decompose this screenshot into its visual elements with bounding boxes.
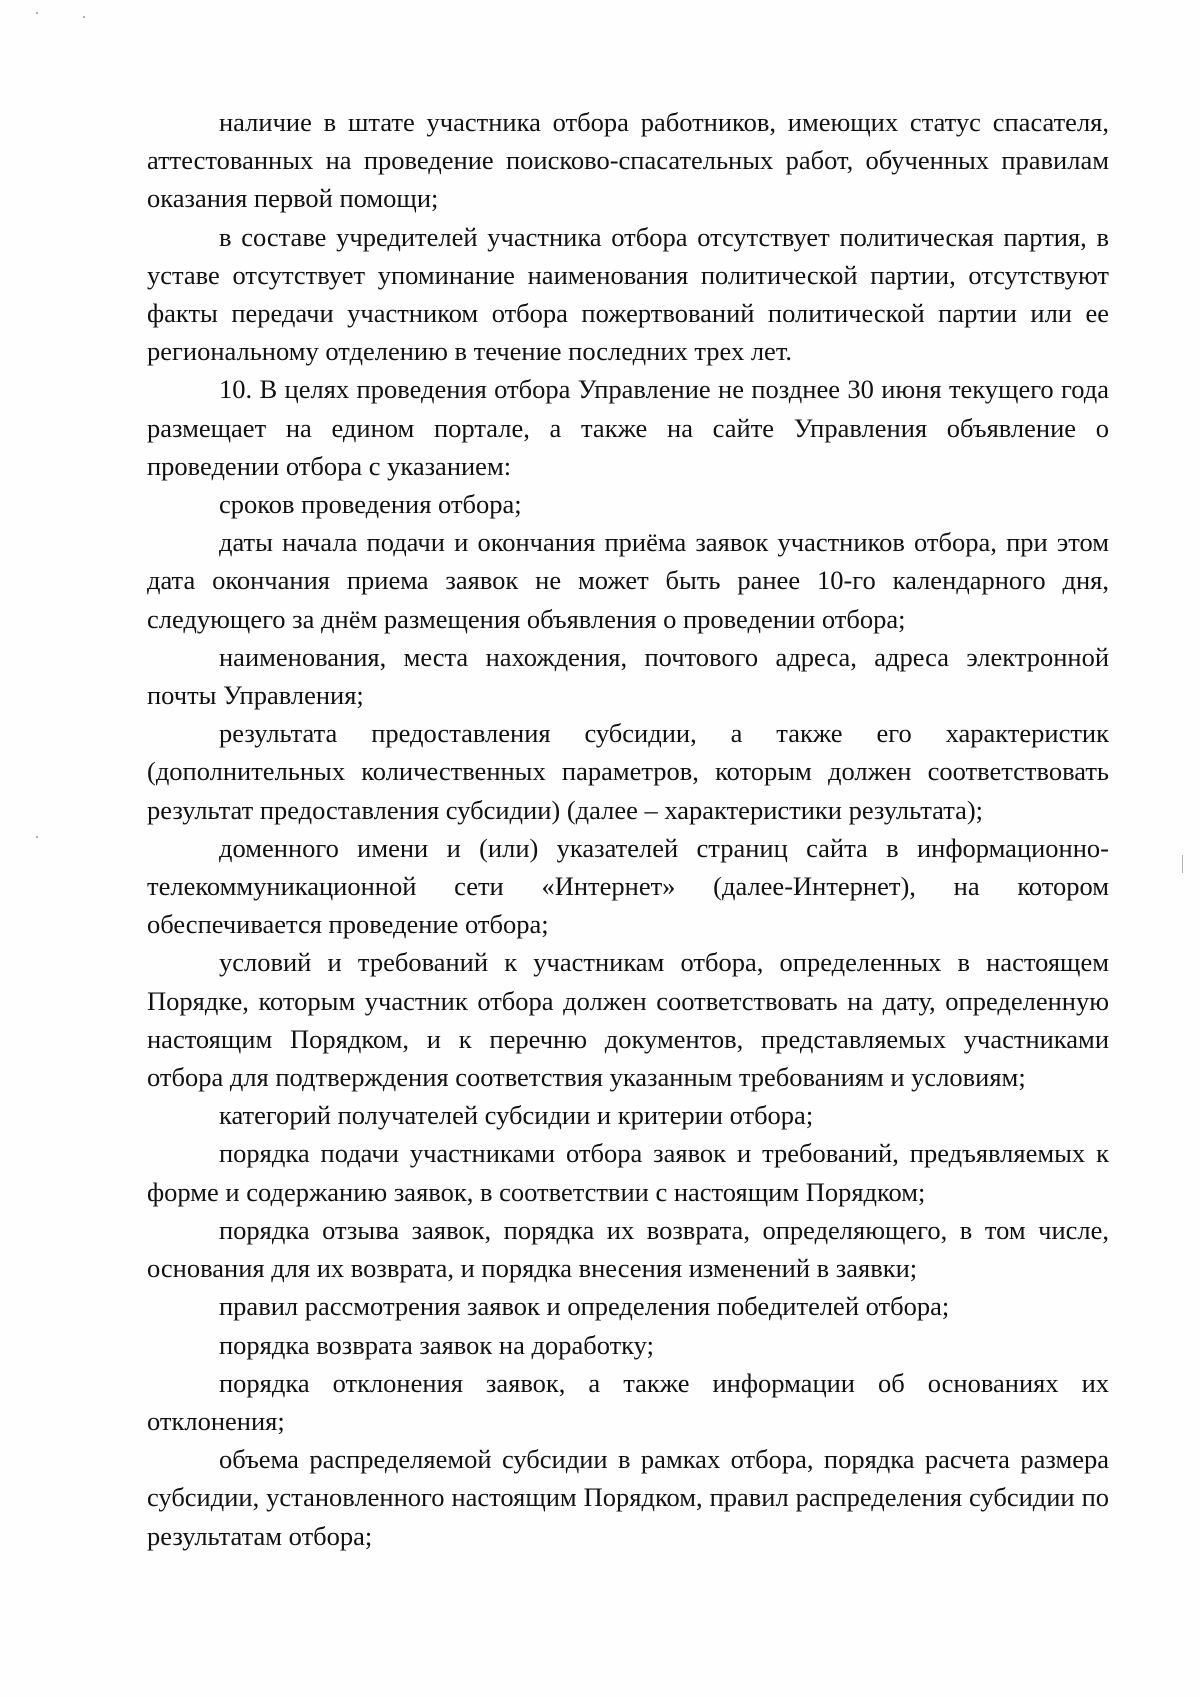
- paragraph-3: 10. В целях проведения отбора Управление не позднее 30 июня текущего года размещает на едином портале, а также на сайте Управления объявление о проведении отбора с указанием:: [147, 374, 1109, 481]
- paragraph-4: сроков проведения отбора;: [219, 489, 522, 520]
- paragraph-15: порядка отклонения заявок, а также информации об основаниях их отклонения;: [147, 1367, 1109, 1436]
- scan-mark: [1182, 855, 1183, 873]
- paragraph-6: наименования, места нахождения, почтового адреса, адреса электронной почты Управления;: [147, 641, 1109, 711]
- paragraph-13: правил рассмотрения заявок и определения победителей отбора;: [219, 1291, 950, 1322]
- paragraph-10: категорий получателей субсидии и критерии отбора;: [219, 1100, 814, 1131]
- paragraph-12: порядка отзыва заявок, порядка их возврата, определяющего, в том числе, основания для их возврата, и порядка внесения изменений в заявки;: [147, 1214, 1109, 1284]
- paragraph-16: объема распределяемой субсидии в рамках отбора, порядка расчета размера субсидии, установленного настоящим Порядком, правил распределения субсидии по результатам отбора;: [147, 1444, 1109, 1551]
- document-body: [147, 103, 1109, 1555]
- paragraph-7: результата предоставления субсидии, а также его характеристик (дополнительных количественных параметров, которым должен соответствовать результат предоставления субсидии) (далее – характеристики результата);: [147, 718, 1109, 825]
- paragraph-2: в составе учредителей участника отбора отсутствует политическая партия, в уставе отсутствует упоминание наименования политической партии, отсутствуют факты передачи участником отбора пожертвований политической партии или ее региональному отделению в течение последних трех лет.: [147, 221, 1109, 367]
- paragraph-1: наличие в штате участника отбора работников, имеющих статус спасателя, аттестованных на проведение поисково-спасательных работ, обученных правилам оказания первой помощи;: [147, 107, 1109, 214]
- paragraph-5: даты начала подачи и окончания приёма заявок участников отбора, при этом дата окончания приема заявок не может быть ранее 10-го календарного дня, следующего за днём размещения объявления о проведении отбора;: [147, 527, 1109, 634]
- scan-speck: [83, 16, 85, 18]
- paragraph-14: порядка возврата заявок на доработку;: [219, 1329, 654, 1360]
- scan-speck: [36, 836, 38, 838]
- paragraph-11: порядка подачи участниками отбора заявок и требований, предъявляемых к форме и содержанию заявок, в соответствии с настоящим Порядком;: [147, 1138, 1109, 1207]
- paragraph-8: доменного имени и (или) указателей страниц сайта в информационно-телекоммуникационной сети «Интернет» (далее-Интернет), на котором обеспечивается проведение отбора;: [147, 832, 1109, 940]
- paragraph-9: условий и требований к участникам отбора, определенных в настоящем Порядке, которым участник отбора должен соответствовать на дату, определенную настоящим Порядком, и к перечню документов, представляемых участниками отбора для подтверждения соответствия указанным требованиям и условиям;: [147, 947, 1109, 1093]
- scan-speck: [36, 12, 38, 14]
